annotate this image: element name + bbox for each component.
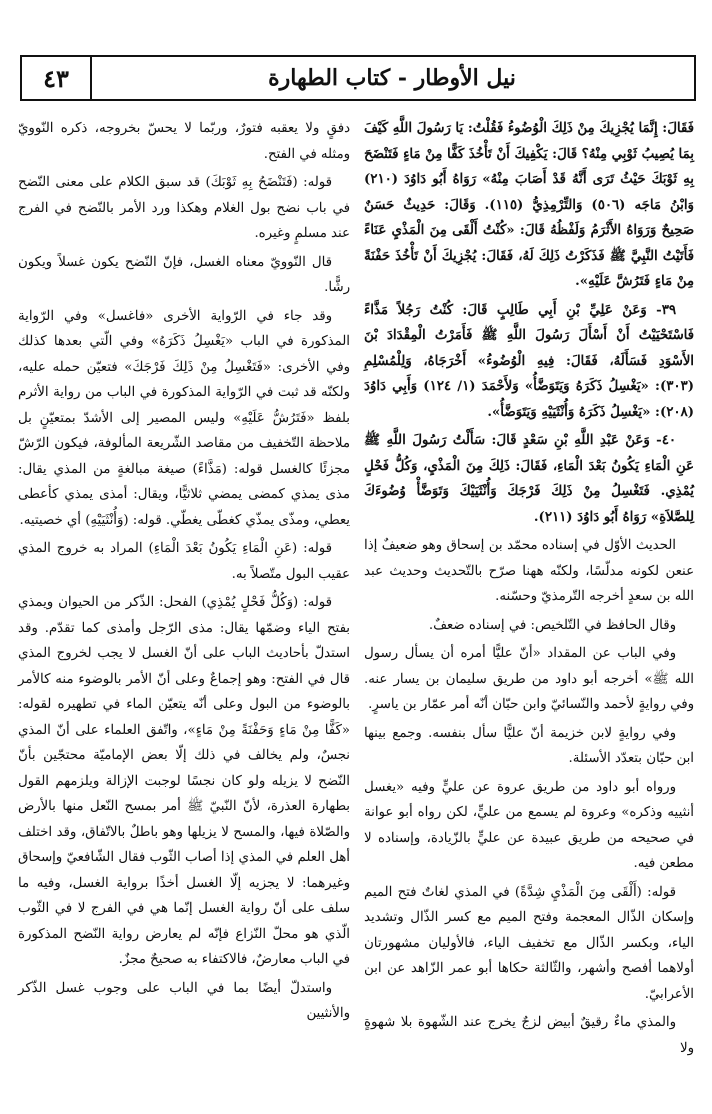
commentary-paragraph: قوله: (فَتَنْضَحُ بِهِ ثَوْبَكَ) قد سبق الكلام على معنى النّضح في باب نضح بول الغلام وهكذا ورد الأمر بالنّضح في الفرج عند مسلمٍ وغيره.: [18, 175, 350, 241]
commentary-paragraph: قوله: (أَلْقَى مِنَ الْمَذْيِ شِدَّةً) في المذي لغاتٌ فتح الميم وإسكان الذّال المعجمة وفتح الميم مع كسر الذّال وتشديد الياء، وبكسر الذّال مع تخفيف الياء، فالأوليان مشهورتان أولاهما أفصح وأشهر، والثّالثة حكاها أبو عمر الزّاهد عن ابن الأعرابيّ.: [364, 884, 694, 1002]
hadith-40: ٤٠- وَعَنْ عَبْدِ اللَّهِ بْنِ سَعْدٍ قَالَ: سَأَلْتُ رَسُولَ اللَّهِ ﷺ عَنِ الْمَاءِ يَكُونُ بَعْدَ الْمَاءِ، فَقَالَ: ذَلِكَ مِنَ الْمَذْيِ، وَكُلُّ فَحْلٍ يُمْذِي. فَتَغْسِلُ مِنْ ذَلِكَ فَرْجَكَ وَأُنْثَيَيْكَ وَتَوَضَّأْ وُضُوءَكَ لِلصَّلاَةِ» رَوَاهُ أَبُو دَاوُدَ (٢١١).: [364, 433, 694, 525]
commentary-paragraph: واستدلّ أيضًا بما في الباب على وجوب غسل الذّكر والأنثيين: [18, 980, 350, 1021]
commentary-paragraph: دفقٍ ولا يعقبه فتورٌ، وربّما لا يحسّ بخروجه، ذكره النّوويّ ومثله في الفتح.: [18, 121, 350, 162]
page-number: ٤٣: [22, 57, 92, 99]
hadith-38-continuation: فَقَالَ: إِنَّمَا يُجْزِيكَ مِنْ ذَلِكَ الْوُضُوءُ فَقُلْتُ: يَا رَسُولَ اللَّهِ كَيْفَ بِمَا يُصِيبُ ثَوْبِي مِنْهُ؟ قَالَ: يَكْفِيكَ أَنْ تَأْخُذَ كَفًّا مِنْ مَاءٍ فَتَنْضَحَ بِهِ ثَوْبَكَ حَيْثُ تَرَى أَنَّهُ قَدْ أَصَابَ مِنْهُ» رَوَاهُ أَبُو دَاوُدَ (٢١٠) وَابْنُ مَاجَه (٥٠٦) وَالتِّرْمِذِيُّ (١١٥). وَقَالَ: حَدِيثٌ حَسَنٌ صَحِيحٌ وَرَوَاهُ الأَثْرَمُ وَلَفْظُهُ قَالَ: «كُنْتُ أَلْقَى مِنَ الْمَذْيِ عَنَاءً فَأَتَيْتُ النَّبِيَّ ﷺ فَذَكَرْتُ ذَلِكَ لَهُ، فَقَالَ: يُجْزِيكَ أَنْ تَأْخُذَ حَفْنَةً مِنْ مَاءٍ فَتَرُشَّ عَلَيْهِ».: [364, 121, 694, 289]
right-text-column: [364, 116, 694, 1064]
commentary-paragraph: الحديث الأوّل في إسناده محمّد بن إسحاق وهو ضعيفٌ إذا عنعن لكونه مدلّسًا، ولكنّه ههنا صرّح بالتّحديث وحديث عبد الله بن سعدٍ أخرجه التّرمذيّ وحسّنه.: [364, 538, 694, 604]
hadith-39: ٣٩- وَعَنْ عَلِيِّ بْنِ أَبِي طَالِبٍ قَالَ: كُنْتُ رَجُلاً مَذَّاءً فَاسْتَحْيَيْتُ أَنْ أَسْأَلَ رَسُولَ اللَّهِ ﷺ فَأَمَرْتُ الْمِقْدَادَ بْنَ الأَسْوَدِ فَسَأَلَهُ، فَقَالَ: فِيهِ الْوُضُوءُ» أَخْرَجَاهُ، وَلِلْمُسْلِمِ (٣٠٣): «يَغْسِلُ ذَكَرَهُ وَيَتَوَضَّأُ» وَلأَحْمَدَ (١/ ١٢٤) وَأَبِي دَاوُدَ (٢٠٨): «يَغْسِلُ ذَكَرَهُ وَأُنْثَيَيْهِ وَيَتَوَضَّأُ».: [364, 302, 694, 420]
commentary-paragraph: وفي روايةٍ لابن خزيمة أنّ عليًّا سأل بنفسه. وجمع بينها ابن حبّان بتعدّد الأسئلة.: [364, 725, 694, 766]
page-header: [20, 55, 696, 101]
commentary-paragraph: وقد جاء في الرّواية الأخرى «فاغسل» وفي الرّواية المذكورة في الباب «يَغْسِلُ ذَكَرَهُ» وفي الّتي بعدها كذلك وفي الأخرى: «فَتَغْسِلُ مِنْ ذَلِكَ فَرْجَكَ» فتعيّن حمله عليه، ولكنّه قد ثبت في الرّواية المذكورة في الباب من رواية الأثرم بلفظ «فَتَرُشُّ عَلَيْهِ» وليس المصير إلى الأشدّ بمتعيّنٍ بل ملاحظة التّخفيف من مقاصد الشّريعة المألوفة، فيكون الرّشّ مجزئًا كالغسل قوله: (مَذَّاءً) صيغة مبالغةٍ من المذي يقال: مذى يمذي كمضى يمضي ثلاثيًّا، ويقال: أمذى يمذي كأعطى يعطي، ومذّى يمذّي كغطّى يغطّي. قوله: (وَأُنْثَيَيْهِ) أي خصيتيه.: [18, 308, 350, 528]
commentary-paragraph: وقال الحافظ في التّلخيص: في إسناده ضعفٌ.: [428, 617, 676, 633]
commentary-paragraph: ورواه أبو داود من طريق عروة عن عليٍّ وفيه «يغسل أنثييه وذكره» وعروة لم يسمع من عليٍّ، لكن رواه أبو عوانة في صحيحه من طريق عبيدة عن عليٍّ بالزّيادة، وإسناده لا مطعن فيه.: [364, 779, 694, 871]
commentary-paragraph: قوله: (عَنِ الْمَاءِ يَكُونُ بَعْدَ الْمَاءِ) المراد به خروج المذي عقيب البول متّصلاً به.: [18, 541, 350, 582]
commentary-paragraph: والمذي ماءٌ رقيقٌ أبيض لزجٌ يخرج عند الشّهوة بلا شهوةٍ ولا: [364, 1015, 694, 1056]
running-title: نيل الأوطار - كتاب الطهارة: [268, 65, 516, 91]
commentary-paragraph: وفي الباب عن المقداد «أنّ عليًّا أمره أن يسأل رسول الله ﷺ» أخرجه أبو داود من طريق سليمان بن يسار عنه. وفي روايةٍ لأحمد والنّسائيّ وابن حبّان أنّه أمر عمّار بن ياسرٍ.: [364, 646, 694, 712]
commentary-paragraph: قوله: (وَكُلُّ فَحْلٍ يُمْذِي) الفحل: الذّكر من الحيوان ويمذي بفتح الياء وضمّها يقال: مذى الرّجل وأمذى كما تقدّم. وقد استدلّ بأحاديث الباب على أنّ الغسل لا يجب لخروج المذي قال في الفتح: وهو إجماعٌ وعلى أنّ الأمر بالوضوء منه كالأمر بالوضوء من البول وعلى أنّه يتعيّن الماء في تطهيره لقوله: «كَفًّا مِنْ مَاءٍ وَحَفْنَةً مِنْ مَاءٍ»، واتّفق العلماء على أنّ المذي نجسٌ، ولم يخالف في ذلك إلّا بعض الإماميّة محتجّين بأنّ النّضح لا يزيله ولو كان نجسًا لوجبت الإزالة ويلزمهم القول بطهارة العذرة، لأنّ النّبيّ ﷺ أمر بمسح النّعل منها بالأرض والصّلاة فيها، والمسح لا يزيلها وهو باطلٌ بالاتّفاق، وقد اختلف أهل العلم في المذي إذا أصاب الثّوب فقال الشّافعيّ وإسحاق وغيرهما: لا يجزيه إلّا الغسل أخذًا برواية الغسل، وفيه ما سلف على أنّ رواية الغسل إنّما هي في الفرج لا في الثّوب الّذي هو محلّ النّزاع فإنّه لم يعارض رواية النّضح المذكورة في الباب معارضٌ، فالاكتفاء به صحيحٌ مجزٌ.: [18, 595, 350, 967]
left-text-column: [18, 116, 350, 1030]
commentary-paragraph: قال النّوويّ معناه الغسل، فإنّ النّضح يكون غسلاً ويكون رشًّا.: [18, 254, 350, 295]
